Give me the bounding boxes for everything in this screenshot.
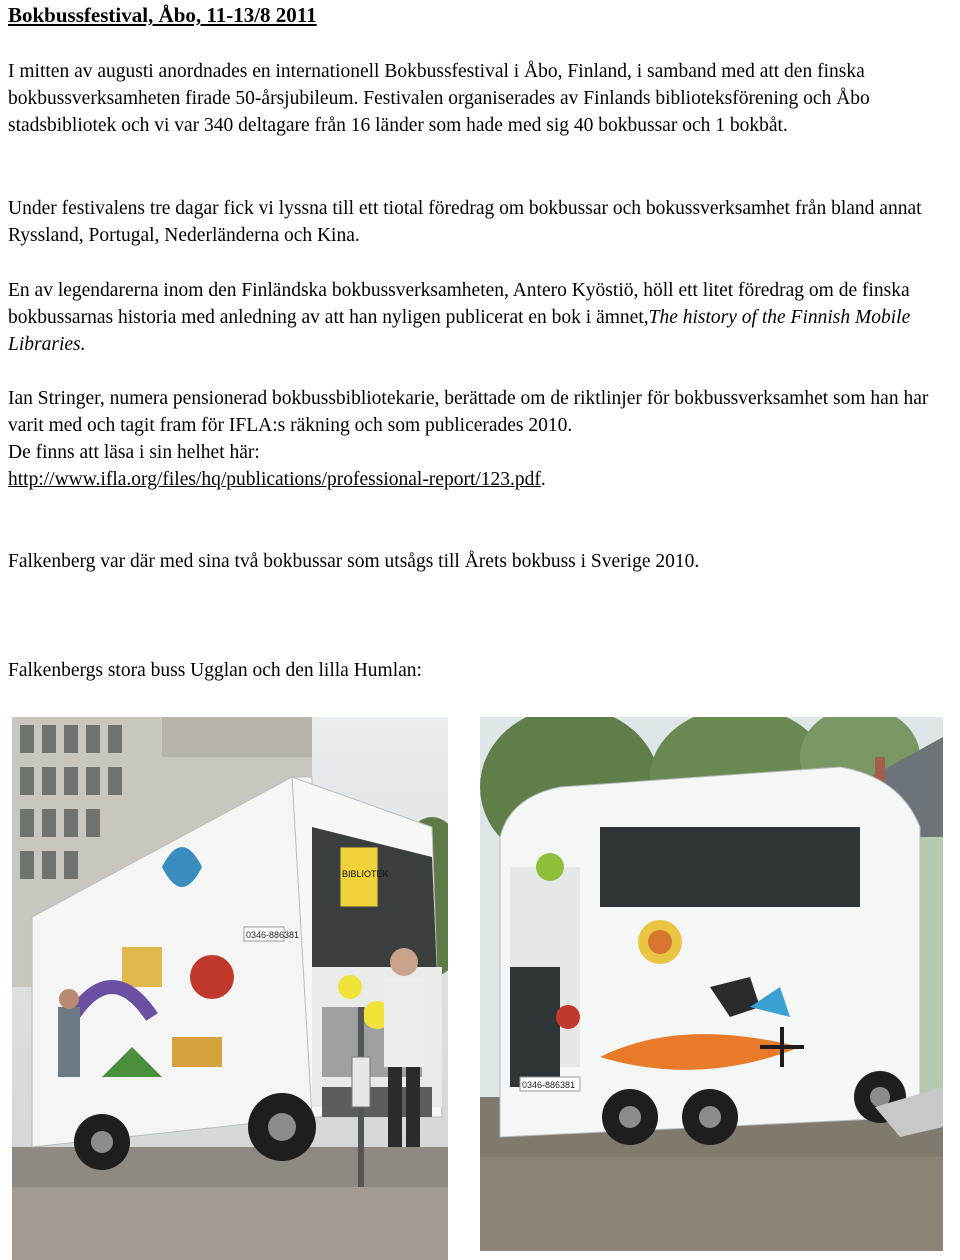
- paragraph-intro: I mitten av augusti anordnades en internationell Bokbussfestival i Åbo, Finland, i samband med att den finska bokbussverksamheten firade 50-årsjubileum. Festivalen organiserades av Finlands biblioteksförening och Åbo stadsbibliotek och vi var 340 deltagare från 16 länder som hade med sig 40 bokbussar och 1 bokbåt.: [8, 61, 870, 136]
- bus-phone-number: 0346-886381: [522, 1080, 576, 1090]
- bus-phone-number: 0346-886381: [246, 930, 300, 940]
- photo-bus-humlan: [480, 717, 943, 1251]
- paragraph-lectures: Under festivalens tre dagar fick vi lyssna till ett tiotal föredrag om bokbussar och bokussverksamhet från bland annat Ryssland, Portugal, Nederländerna och Kina.: [8, 198, 922, 246]
- paragraph-kyostio: [8, 277, 952, 358]
- kyostio-text: En av legendarerna inom den Finländska bokbussverksamheten, Antero Kyöstiö, höll ett litet föredrag om de finska bokbussarnas historia med anledning av att han nyligen publicerat en bok i ämnet,: [8, 280, 910, 328]
- book-title: The history of the Finnish Mobile Libraries.: [8, 307, 911, 355]
- bibliotek-sign: BIBLIOTEK: [342, 869, 389, 879]
- bus-body: [500, 767, 920, 1137]
- stringer-text: Ian Stringer, numera pensionerad bokbussbibliotekarie, berättade om de riktlinjer för bokbussverksamhet som han har varit med och tagit fram för IFLA:s räkning och som publicerades 2010.: [8, 388, 929, 436]
- photo-bus-ugglan: [12, 717, 448, 1260]
- paragraph-stringer: [8, 385, 952, 493]
- paragraph-falkenberg: Falkenberg var där med sina två bokbussar som utsågs till Årets bokbuss i Sverige 2010.: [8, 551, 700, 572]
- ifla-report-link[interactable]: http://www.ifla.org/files/hq/publications/professional-report/123.pdf: [8, 469, 541, 490]
- photo-caption: Falkenbergs stora buss Ugglan och den lilla Humlan:: [8, 660, 422, 681]
- read-more-text: De finns att läsa i sin helhet här:: [8, 442, 260, 463]
- link-suffix: .: [540, 469, 546, 490]
- page-title: Bokbussfestival, Åbo, 11-13/8 2011: [8, 3, 317, 27]
